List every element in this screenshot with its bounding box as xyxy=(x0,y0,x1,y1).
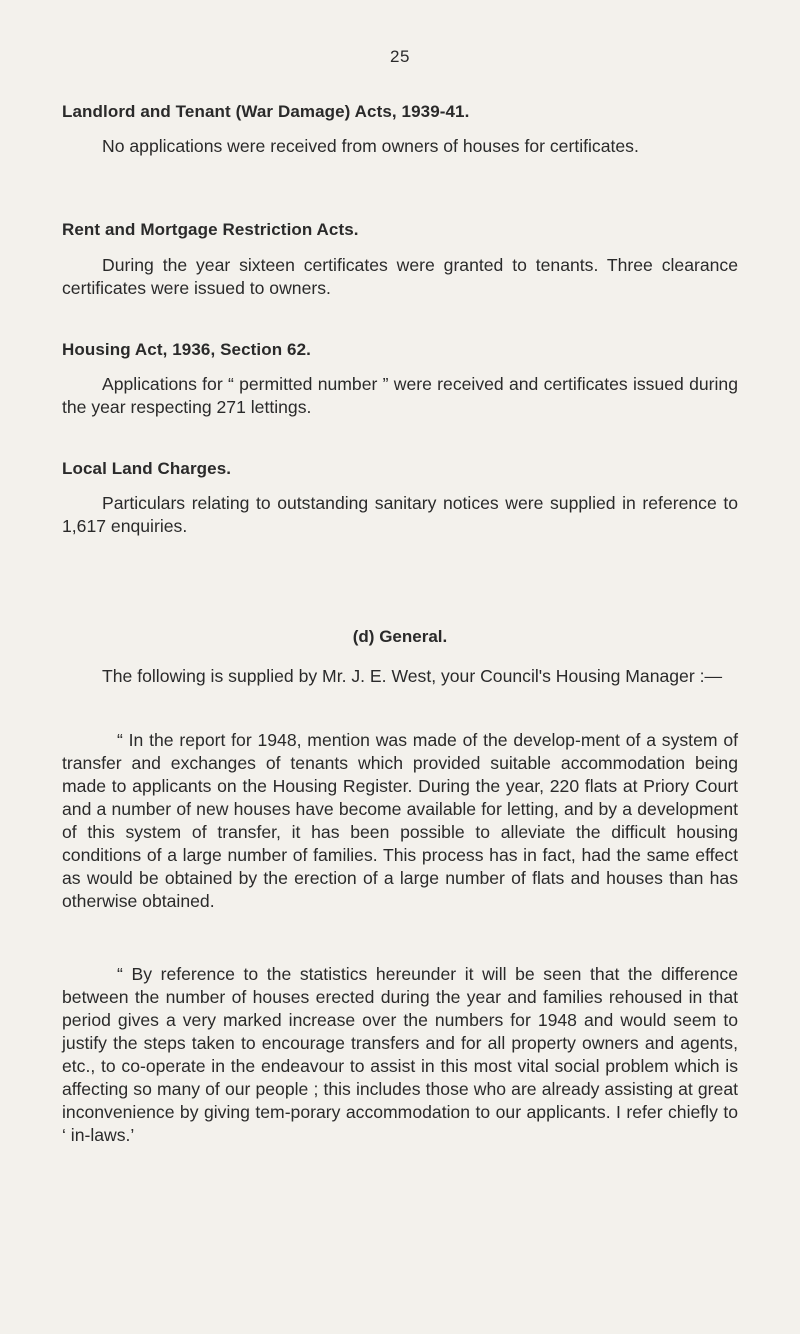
general-intro: The following is supplied by Mr. J. E. West, your Council's Housing Manager :— xyxy=(102,666,723,686)
general-heading: (d) General. xyxy=(352,627,448,646)
section-text-housing-act: Applications for “ permitted number ” were received and certificates issued during the year respecting 271 lettings. xyxy=(62,374,738,417)
page-number: 25 xyxy=(390,47,410,66)
section-heading-housing-act: Housing Act, 1936, Section 62. xyxy=(62,340,311,359)
section-heading-rent-mortgage: Rent and Mortgage Restriction Acts. xyxy=(62,220,359,239)
section-text-landlord-tenant: No applications were received from owners of houses for certificates. xyxy=(102,136,639,156)
section-heading-local-land-charges: Local Land Charges. xyxy=(62,459,232,478)
general-quote-2: “ By reference to the statistics hereunder it will be seen that the difference between the number of houses erected during the year and families rehoused in that period gives a very marked increase over the numbers for 1948 and would seem to justify the steps taken to encourage transfers and for all property owners and agents, etc., to co-operate in the endeavour to assist in this most vital social problem which is affecting so many of our people ; this includes those who are already assisting at great inconvenience by giving tem-porary accommodation to our applicants. I refer chiefly to ‘ in-laws.’ xyxy=(62,964,738,1145)
section-text-rent-mortgage: During the year sixteen certificates were granted to tenants. Three clearance certificates were issued to owners. xyxy=(62,255,738,298)
section-heading-landlord-tenant: Landlord and Tenant (War Damage) Acts, 1939-41. xyxy=(62,102,470,121)
section-text-local-land-charges: Particulars relating to outstanding sanitary notices were supplied in reference to 1,617 enquiries. xyxy=(62,493,738,536)
general-quote-1: “ In the report for 1948, mention was made of the develop-ment of a system of transfer and exchanges of tenants which provided suitable accommodation being made to applicants on the Housing Register. During the year, 220 flats at Priory Court and a number of new houses have become available for letting, and by a development of this system of transfer, it has been possible to alleviate the difficult housing conditions of a large number of families. This process has in fact, had the same effect as would be obtained by the erection of a large number of flats and houses than has otherwise obtained. xyxy=(62,730,738,911)
